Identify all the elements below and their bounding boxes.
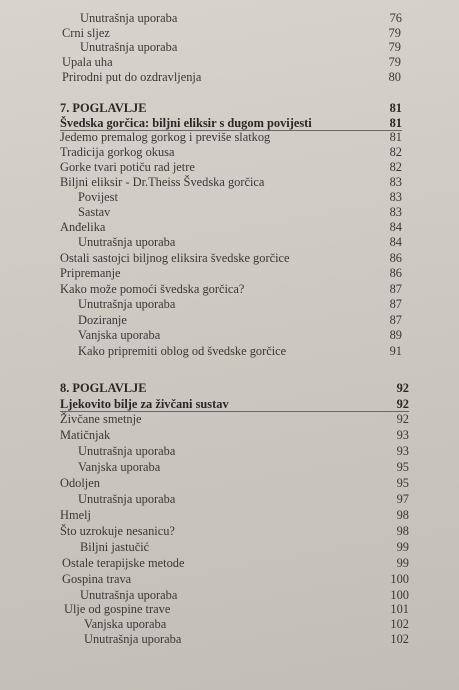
toc-entry xyxy=(78,205,402,219)
toc-entry xyxy=(78,460,409,474)
toc-entry xyxy=(62,55,401,69)
toc-entry-page: 79 xyxy=(388,26,401,40)
toc-entry xyxy=(60,476,409,490)
toc-entry-page: 99 xyxy=(396,556,409,570)
toc-entry-label: Jedemo premalog gorkog i previše slatkog xyxy=(60,130,271,144)
toc-entry-page: 83 xyxy=(389,205,402,219)
toc-entry-label: Vanjska uporaba xyxy=(78,328,161,342)
toc-entry xyxy=(60,508,409,522)
toc-entry xyxy=(60,282,402,296)
toc-entry-page: 100 xyxy=(390,572,409,586)
toc-entry-label: Gospina trava xyxy=(62,572,132,586)
toc-entry-label: Pripremanje xyxy=(60,266,121,280)
toc-entry-label: Unutrašnja uporaba xyxy=(80,40,178,54)
toc-entry-label: Unutrašnja uporaba xyxy=(80,11,178,25)
toc-entry xyxy=(60,524,409,538)
toc-entry-page: 81 xyxy=(389,130,402,144)
chapter-page: 92 xyxy=(396,381,409,395)
toc-entry xyxy=(62,556,409,570)
toc-entry-label: Doziranje xyxy=(78,313,127,327)
toc-entry-page: 80 xyxy=(388,70,401,84)
toc-entry-page: 95 xyxy=(396,460,409,474)
chapter-page: 81 xyxy=(389,101,402,115)
toc-entry xyxy=(64,602,409,616)
toc-entry-label: Upala uha xyxy=(62,55,113,69)
toc-entry-label: Unutrašnja uporaba xyxy=(84,632,182,646)
toc-entry-page: 100 xyxy=(390,588,409,602)
toc-entry-label: Odoljen xyxy=(60,476,100,490)
toc-entry xyxy=(80,588,409,602)
toc-entry-page: 87 xyxy=(389,313,402,327)
chapter-title-label: Ljekovito bilje za živčani sustav xyxy=(60,397,229,411)
toc-entry-label: Anđelika xyxy=(60,220,106,234)
toc-entry-label: Što uzrokuje nesanicu? xyxy=(60,524,175,538)
toc-entry-page: 102 xyxy=(390,632,409,646)
chapter-heading xyxy=(60,101,402,115)
chapter-title-page: 81 xyxy=(389,116,402,130)
toc-entry-page: 101 xyxy=(390,602,409,616)
toc-entry-label: Kako može pomoći švedska gorčica? xyxy=(60,282,245,296)
toc-entry xyxy=(78,444,409,458)
toc-entry xyxy=(78,235,402,249)
toc-entry-page: 86 xyxy=(389,266,402,280)
toc-entry-label: Biljni eliksir - Dr.Theiss Švedska gorčica xyxy=(60,175,265,189)
toc-entry xyxy=(78,492,409,506)
chapter-title-label: Švedska gorčica: biljni eliksir s dugom povijesti xyxy=(60,116,312,130)
toc-entry-label: Matičnjak xyxy=(60,428,111,442)
toc-entry-page: 86 xyxy=(389,251,402,265)
toc-entry-page: 102 xyxy=(390,617,409,631)
toc-entry-page: 83 xyxy=(389,175,402,189)
toc-entry xyxy=(78,313,402,327)
toc-entry xyxy=(84,632,409,646)
toc-entry-page: 98 xyxy=(396,508,409,522)
toc-entry xyxy=(62,26,401,40)
toc-entry-label: Unutrašnja uporaba xyxy=(78,235,176,249)
toc-entry-label: Povijest xyxy=(78,190,118,204)
toc-entry-page: 89 xyxy=(389,328,402,342)
toc-entry xyxy=(80,40,401,54)
toc-entry xyxy=(60,145,402,159)
toc-entry xyxy=(60,160,402,174)
toc-entry-label: Unutrašnja uporaba xyxy=(80,588,178,602)
toc-entry-page: 79 xyxy=(388,40,401,54)
toc-entry-label: Ulje od gospine trave xyxy=(64,602,171,616)
toc-entry-page: 76 xyxy=(389,11,402,25)
toc-entry xyxy=(60,220,402,234)
toc-entry-page: 93 xyxy=(396,428,409,442)
toc-entry-page: 82 xyxy=(389,160,402,174)
toc-entry xyxy=(80,540,409,554)
toc-entry-page: 83 xyxy=(389,190,402,204)
toc-entry-page: 95 xyxy=(396,476,409,490)
toc-entry-page: 93 xyxy=(396,444,409,458)
toc-entry xyxy=(78,190,402,204)
toc-entry xyxy=(80,11,402,25)
toc-entry xyxy=(78,344,402,358)
toc-entry xyxy=(62,70,401,84)
toc-entry xyxy=(60,266,402,280)
toc-entry xyxy=(84,617,409,631)
toc-entry xyxy=(60,428,409,442)
toc-entry-page: 87 xyxy=(389,297,402,311)
toc-entry-page: 79 xyxy=(388,55,401,69)
toc-entry-page: 91 xyxy=(389,344,402,358)
toc-entry-page: 87 xyxy=(389,282,402,296)
toc-entry-label: Unutrašnja uporaba xyxy=(78,444,176,458)
toc-entry-page: 84 xyxy=(389,235,402,249)
toc-entry xyxy=(60,130,402,144)
chapter-heading xyxy=(60,381,409,395)
toc-entry-page: 82 xyxy=(389,145,402,159)
toc-entry-label: Unutrašnja uporaba xyxy=(78,492,176,506)
toc-entry-label: Kako pripremiti oblog od švedske gorčice xyxy=(78,344,287,358)
toc-entry-page: 98 xyxy=(396,524,409,538)
toc-entry xyxy=(78,328,402,342)
toc-entry-label: Vanjska uporaba xyxy=(84,617,167,631)
toc-entry-label: Ostale terapijske metode xyxy=(62,556,185,570)
toc-entry-label: Tradicija gorkog okusa xyxy=(60,145,175,159)
toc-entry xyxy=(60,251,402,265)
toc-entry-label: Hmelj xyxy=(60,508,91,522)
chapter-title xyxy=(60,397,409,411)
chapter-title-page: 92 xyxy=(396,397,409,411)
toc-entry xyxy=(62,572,409,586)
chapter-title xyxy=(60,116,402,130)
toc-entry-page: 99 xyxy=(396,540,409,554)
toc-entry-label: Unutrašnja uporaba xyxy=(78,297,176,311)
chapter-number: 7. POGLAVLJE xyxy=(60,101,147,115)
toc-entry-label: Ostali sastojci biljnog eliksira švedske gorčice xyxy=(60,251,290,265)
toc-entry-label: Sastav xyxy=(78,205,111,219)
chapter-number: 8. POGLAVLJE xyxy=(60,381,147,395)
toc-entry xyxy=(78,297,402,311)
toc-entry-label: Biljni jastučić xyxy=(80,540,150,554)
toc-entry-label: Živčane smetnje xyxy=(60,412,142,426)
toc-entry xyxy=(60,175,402,189)
toc-entry xyxy=(60,412,409,426)
toc-entry-page: 92 xyxy=(396,412,409,426)
toc-entry-label: Gorke tvari potiču rad jetre xyxy=(60,160,195,174)
toc-entry-page: 97 xyxy=(396,492,409,506)
toc-entry-label: Crni sljez xyxy=(62,26,110,40)
toc-entry-label: Vanjska uporaba xyxy=(78,460,161,474)
toc-entry-label: Prirodni put do ozdravljenja xyxy=(62,70,202,84)
toc-entry-page: 84 xyxy=(389,220,402,234)
